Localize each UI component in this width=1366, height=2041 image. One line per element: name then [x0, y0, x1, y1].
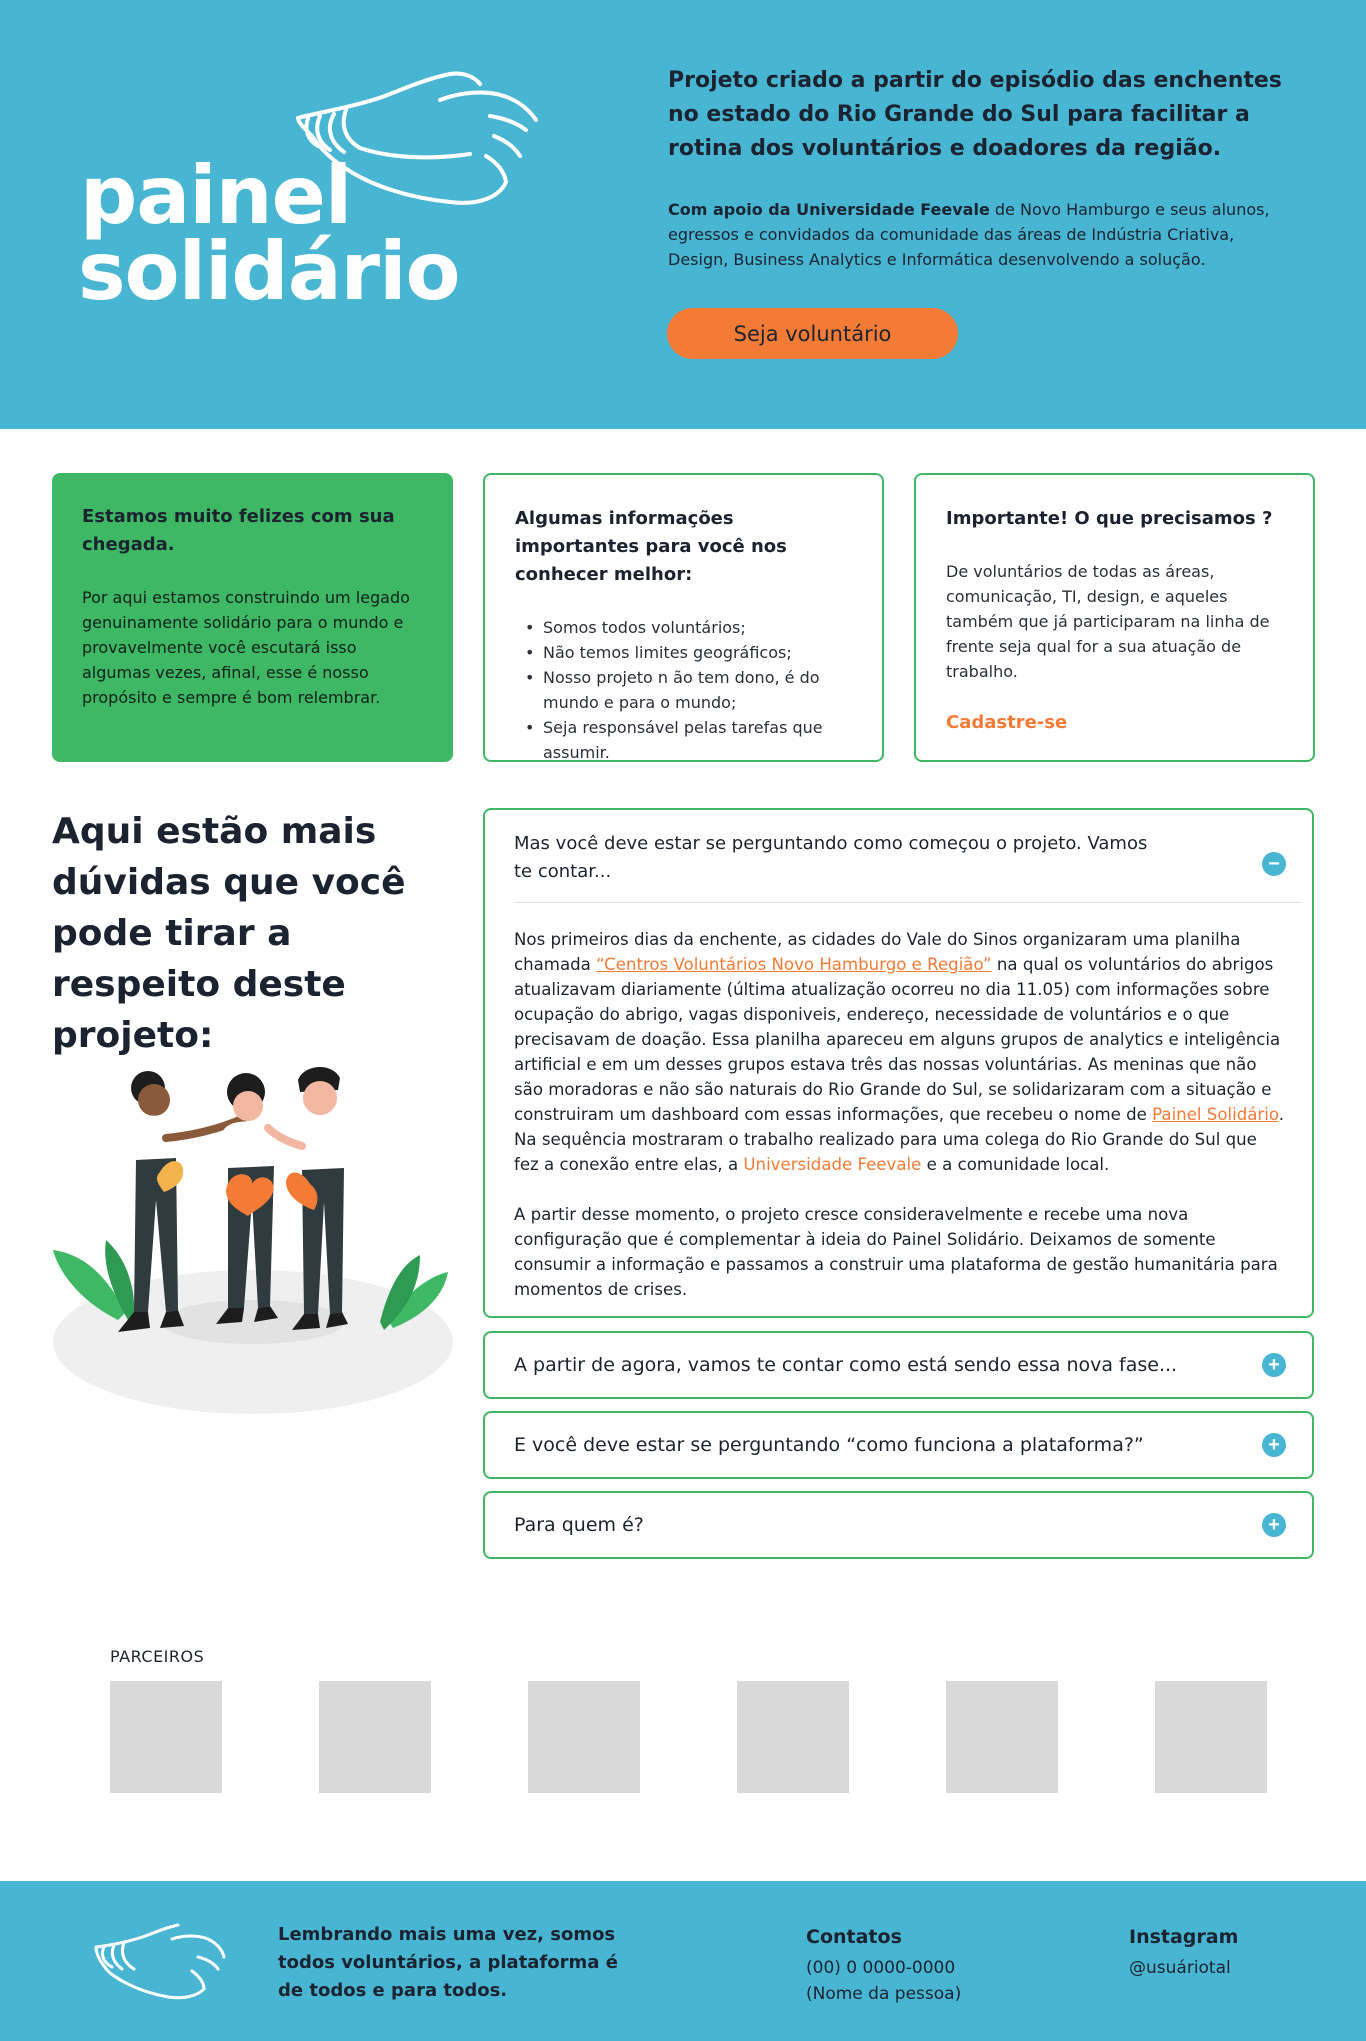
logo-wordmark[interactable]: [78, 149, 460, 318]
instagram-title: Instagram: [1129, 1926, 1239, 1948]
footer: [0, 1881, 1366, 2041]
faq-question: Para quem é?: [514, 1514, 644, 1536]
footer-message: Lembrando mais uma vez, somos todos voluntários, a plataforma é de todos e para todos.: [278, 1924, 618, 2001]
welcome-card-text: Por aqui estamos construindo um legado genuinamente solidário para o mundo e provavelmente você escutará isso algumas vezes, afinal, esse é nosso propósito e sempre é bom relembrar.: [82, 588, 410, 707]
faq-title: Aqui estão mais dúvidas que você pode tirar a respeito deste projeto:: [52, 811, 406, 1056]
partner-logo-placeholder[interactable]: [737, 1681, 849, 1793]
logo-line-1: painel: [80, 149, 352, 242]
faq-item-who-is-it-for[interactable]: [483, 1491, 1314, 1559]
partner-logo-placeholder[interactable]: [1155, 1681, 1267, 1793]
contacts-title: Contatos: [806, 1926, 902, 1948]
info-list: [515, 615, 852, 765]
partner-logo-placeholder[interactable]: [110, 1681, 222, 1793]
painel-solidario-link[interactable]: Painel Solidário: [1152, 1105, 1279, 1124]
info-card: [483, 473, 884, 762]
info-card-title: Algumas informações importantes para você nos conhecer melhor:: [515, 508, 787, 585]
needs-card-title: Importante! O que precisamos ?: [946, 508, 1273, 529]
hero-support-rest: de Novo Hamburgo e seus alunos, egressos e convidados da comunidade das áreas de Indústria Criativa, Design, Business Analytics e Informática desenvolvendo a solução.: [668, 200, 1270, 269]
hero-support-text: [668, 197, 1288, 272]
info-list-item: • Não temos limites geográficos;: [515, 640, 852, 665]
info-list-item: • Seja responsável pelas tarefas que assumir.: [515, 715, 852, 765]
faq-answer-paragraph-2: A partir desse momento, o projeto cresce consideravelmente e recebe uma nova configuração que é complementar à ideia do Painel Solidário. Deixamos de somente consumir a informação e passamos a construir uma plataforma de gestão humanitária para momentos de crises.: [514, 1205, 1278, 1299]
volunteers-illustration: [48, 1050, 458, 1420]
spreadsheet-link[interactable]: “Centros Voluntários Novo Hamburgo e Região”: [596, 955, 992, 974]
contacts-name: (Nome da pessoa): [806, 1984, 962, 2004]
answer-text: . Na sequência mostraram o trabalho realizado para uma colega do Rio Grande do Sul que fez a conexão entre elas, a: [514, 1105, 1284, 1174]
faq-question: E você deve estar se perguntando “como funciona a plataforma?”: [514, 1434, 1144, 1456]
footer-contacts: [806, 1923, 961, 2007]
feevale-link[interactable]: Universidade Feevale: [743, 1155, 922, 1174]
faq-answer-paragraph-1: [514, 927, 1286, 1177]
volunteer-button[interactable]: Seja voluntário: [667, 308, 958, 359]
partners-title: PARCEIROS: [110, 1647, 205, 1666]
plus-circle-icon[interactable]: +: [1262, 1353, 1286, 1377]
answer-text: Nos primeiros dias da enchente, as cidades do Vale do Sinos organizaram uma planilha chamada: [514, 930, 1241, 974]
instagram-handle[interactable]: @usuáriotal: [1129, 1958, 1231, 1978]
welcome-card: [52, 473, 453, 762]
welcome-card-title: Estamos muito felizes com sua chegada.: [82, 506, 395, 555]
minus-circle-icon[interactable]: −: [1262, 852, 1286, 876]
partner-logo-placeholder[interactable]: [946, 1681, 1058, 1793]
faq-item-new-phase[interactable]: [483, 1331, 1314, 1399]
answer-text: e a comunidade local.: [921, 1155, 1110, 1174]
hero-support-bold: Com apoio da Universidade Feevale: [668, 200, 990, 219]
faq-question: Mas você deve estar se perguntando como começou o projeto. Vamos te contar...: [514, 833, 1148, 882]
hero-lead-text: Projeto criado a partir do episódio das enchentes no estado do Rio Grande do Sul para facilitar a rotina dos voluntários e doadores da região.: [668, 68, 1282, 161]
faq-item-how-it-started: [483, 808, 1314, 1318]
faq-question: A partir de agora, vamos te contar como está sendo essa nova fase...: [514, 1354, 1178, 1376]
info-list-item: • Nosso projeto n ão tem dono, é do mundo e para o mundo;: [515, 665, 852, 715]
partner-logo-placeholder[interactable]: [319, 1681, 431, 1793]
hero-section: [0, 0, 1366, 429]
contacts-phone[interactable]: (00) 0 0000-0000: [806, 1958, 956, 1978]
hands-logo-icon: [92, 1921, 228, 2001]
plus-circle-icon[interactable]: +: [1262, 1513, 1286, 1537]
faq-answer: [485, 903, 1312, 1302]
footer-instagram: [1129, 1923, 1238, 1981]
needs-card: [914, 473, 1315, 762]
logo-line-2: solidário: [78, 225, 460, 318]
partner-logo-placeholder[interactable]: [528, 1681, 640, 1793]
signup-link[interactable]: Cadastre-se: [946, 712, 1068, 733]
plus-circle-icon[interactable]: +: [1262, 1433, 1286, 1457]
info-list-item: • Somos todos voluntários;: [515, 615, 852, 640]
answer-text: na qual os voluntários do abrigos atualizavam diariamente (última atualização ocorreu no dia 11.05) com informações sobre ocupação do abrigo, vagas disponiveis, endereço, necessidade de voluntários e o que precisavam de doação. Essa planilha apareceu em alguns grupos de analytics e inteligência artificial e em um desses grupos estava três das nossas voluntárias. As meninas que não são moradoras e não são naturais do Rio Grande do Sul, se solidarizaram com a situação e construiram um dashboard com essas informações, que recebeu o nome de: [514, 955, 1281, 1124]
faq-item-header[interactable]: [485, 810, 1312, 886]
needs-card-text: De voluntários de todas as áreas, comunicação, TI, design, e aqueles também que já participaram na linha de frente seja qual for a sua atuação de trabalho.: [946, 562, 1270, 681]
faq-item-how-platform-works[interactable]: [483, 1411, 1314, 1479]
